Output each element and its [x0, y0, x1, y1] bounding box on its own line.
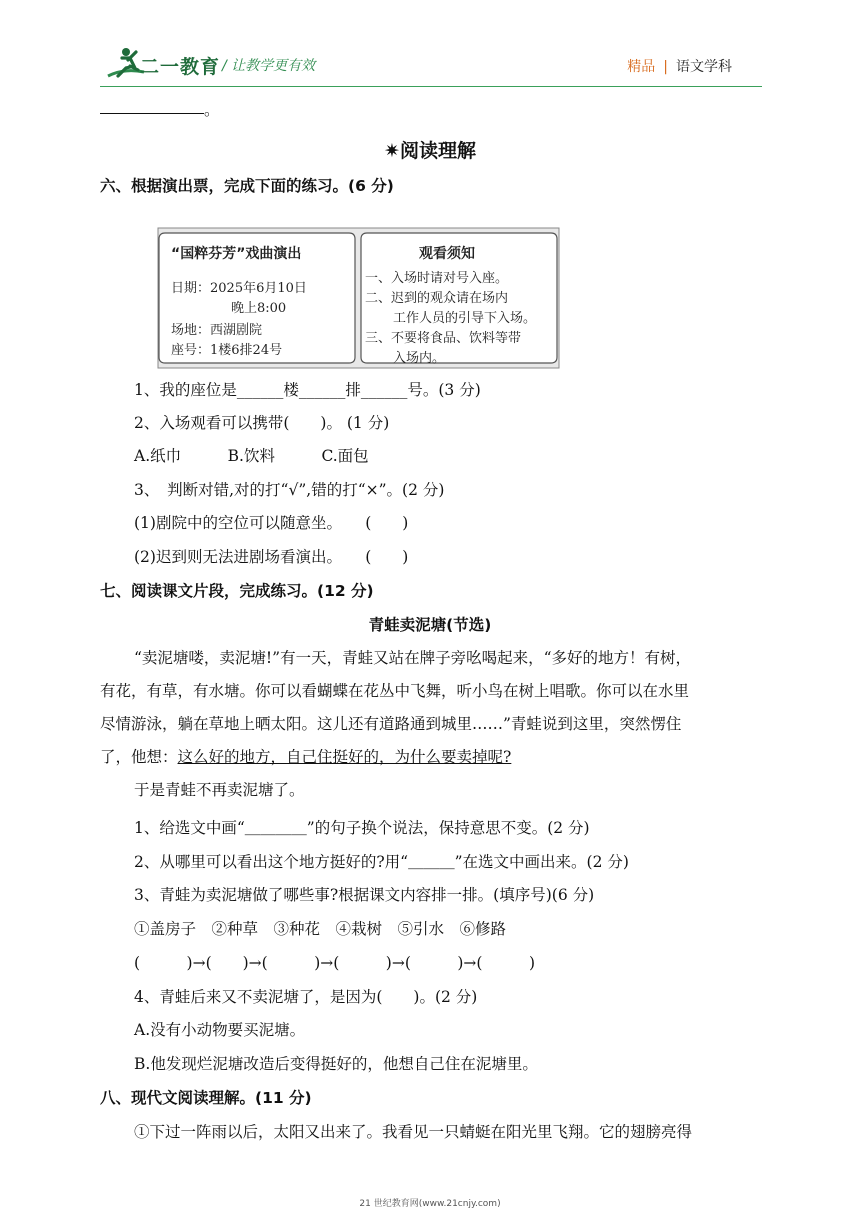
section-title: ✷阅读理解	[384, 140, 476, 162]
ticket-date: 日期：2025年6月10日	[171, 281, 307, 296]
notice-rule-3: 三、不要将食品、饮料等带	[365, 331, 522, 346]
notice-title: 观看须知	[419, 246, 475, 262]
page-footer: 21 世纪教育网(www.21cnjy.com)	[359, 1199, 501, 1209]
ticket-time: 晚上8:00	[231, 301, 287, 316]
q7-item-1: 1、给选文中画“＿＿＿＿”的句子换个说法，保持意思不变。(2 分)	[134, 819, 590, 837]
notice-rule-3-cont: 入场内。	[393, 351, 446, 366]
q6-item-3-1: (1)剧院中的空位可以随意坐。 ( )	[134, 514, 409, 532]
passage-title: 青蛙卖泥塘(节选)	[368, 616, 492, 634]
answer-blank-line	[100, 113, 204, 114]
q7-item-4-option-b: B.他发现烂泥塘改造后变得挺好的，他想自己住在泥塘里。	[134, 1055, 538, 1073]
q8-paragraph-1: ①下过一阵雨以后，太阳又出来了。我看见一只蜻蜓在阳光里飞翔。它的翅膀亮得	[134, 1123, 693, 1141]
q7-heading: 七、阅读课文片段，完成练习。(12 分)	[100, 582, 374, 600]
q6-heading: 六、根据演出票，完成下面的练习。(6 分)	[100, 177, 394, 195]
q7-item-3-order: ( )→( )→( )→( )→( )→( )	[134, 954, 536, 972]
header-separator: |	[663, 59, 668, 75]
passage-line: 尽情游泳，躺在草地上晒太阳。这儿还有道路通到城里……”青蛙说到这里，突然愣住	[100, 715, 682, 733]
header-slogan: / 让教学更有效	[222, 58, 316, 74]
passage-line: “卖泥塘喽，卖泥塘!”有一天，青蛙又站在牌子旁吆喝起来，“多好的地方！有树，	[134, 649, 692, 667]
q6-item-3-2: (2)迟到则无法进剧场看演出。 ( )	[134, 548, 409, 566]
notice-rule-1: 一、入场时请对号入座。	[365, 271, 509, 286]
q7-item-2: 2、从哪里可以看出这个地方挺好的?用“＿＿＿”在选文中画出来。(2 分)	[134, 853, 629, 871]
top-fragment: 。	[204, 101, 220, 119]
subject-label: 语文学科	[676, 59, 732, 75]
underlined-sentence: 这么好的地方，自己住挺好的，为什么要卖掉呢?	[177, 748, 512, 766]
q6-item-1: 1、我的座位是______楼______排______号。(3 分)	[134, 381, 481, 399]
passage-line	[100, 741, 511, 774]
q6-item-2-options: A.纸巾 B.饮料 C.面包	[134, 447, 369, 465]
logo-text: 二一教育	[140, 56, 221, 78]
notice-rule-2-cont: 工作人员的引导下入场。	[393, 311, 537, 326]
quality-badge: 精品	[627, 59, 656, 75]
q8-heading: 八、现代文阅读理解。(11 分)	[100, 1089, 312, 1107]
q6-item-3: 3、 判断对错,对的打“√”,错的打“×”。(2 分)	[134, 481, 445, 499]
passage-line: 有花，有草，有水塘。你可以看蝴蝶在花丛中飞舞，听小鸟在树上唱歌。你可以在水里	[100, 682, 690, 700]
ticket-venue: 场地：西湖剧院	[171, 323, 263, 338]
q7-item-3-choices: ①盖房子 ②种草 ③种花 ④栽树 ⑤引水 ⑥修路	[134, 920, 507, 938]
q6-item-2: 2、入场观看可以携带( )。 (1 分)	[134, 414, 390, 432]
ticket-seat: 座号：1楼6排24号	[171, 343, 283, 358]
notice-rule-2: 二、迟到的观众请在场内	[365, 291, 509, 306]
ticket-title: “国粹芬芳”戏曲演出	[171, 246, 302, 262]
page-header	[0, 0, 860, 92]
header-divider	[100, 86, 762, 87]
q7-item-4-option-a: A.没有小动物要买泥塘。	[134, 1021, 306, 1039]
header-subject	[627, 56, 732, 76]
show-ticket	[157, 227, 560, 369]
q7-item-4: 4、青蛙后来又不卖泥塘了，是因为( )。(2 分)	[134, 988, 478, 1006]
passage-line-text: 了，他想：	[100, 748, 178, 766]
q7-item-3: 3、青蛙为卖泥塘做了哪些事?根据课文内容排一排。(填序号)(6 分)	[134, 886, 595, 904]
passage-line: 于是青蛙不再卖泥塘了。	[134, 781, 305, 799]
